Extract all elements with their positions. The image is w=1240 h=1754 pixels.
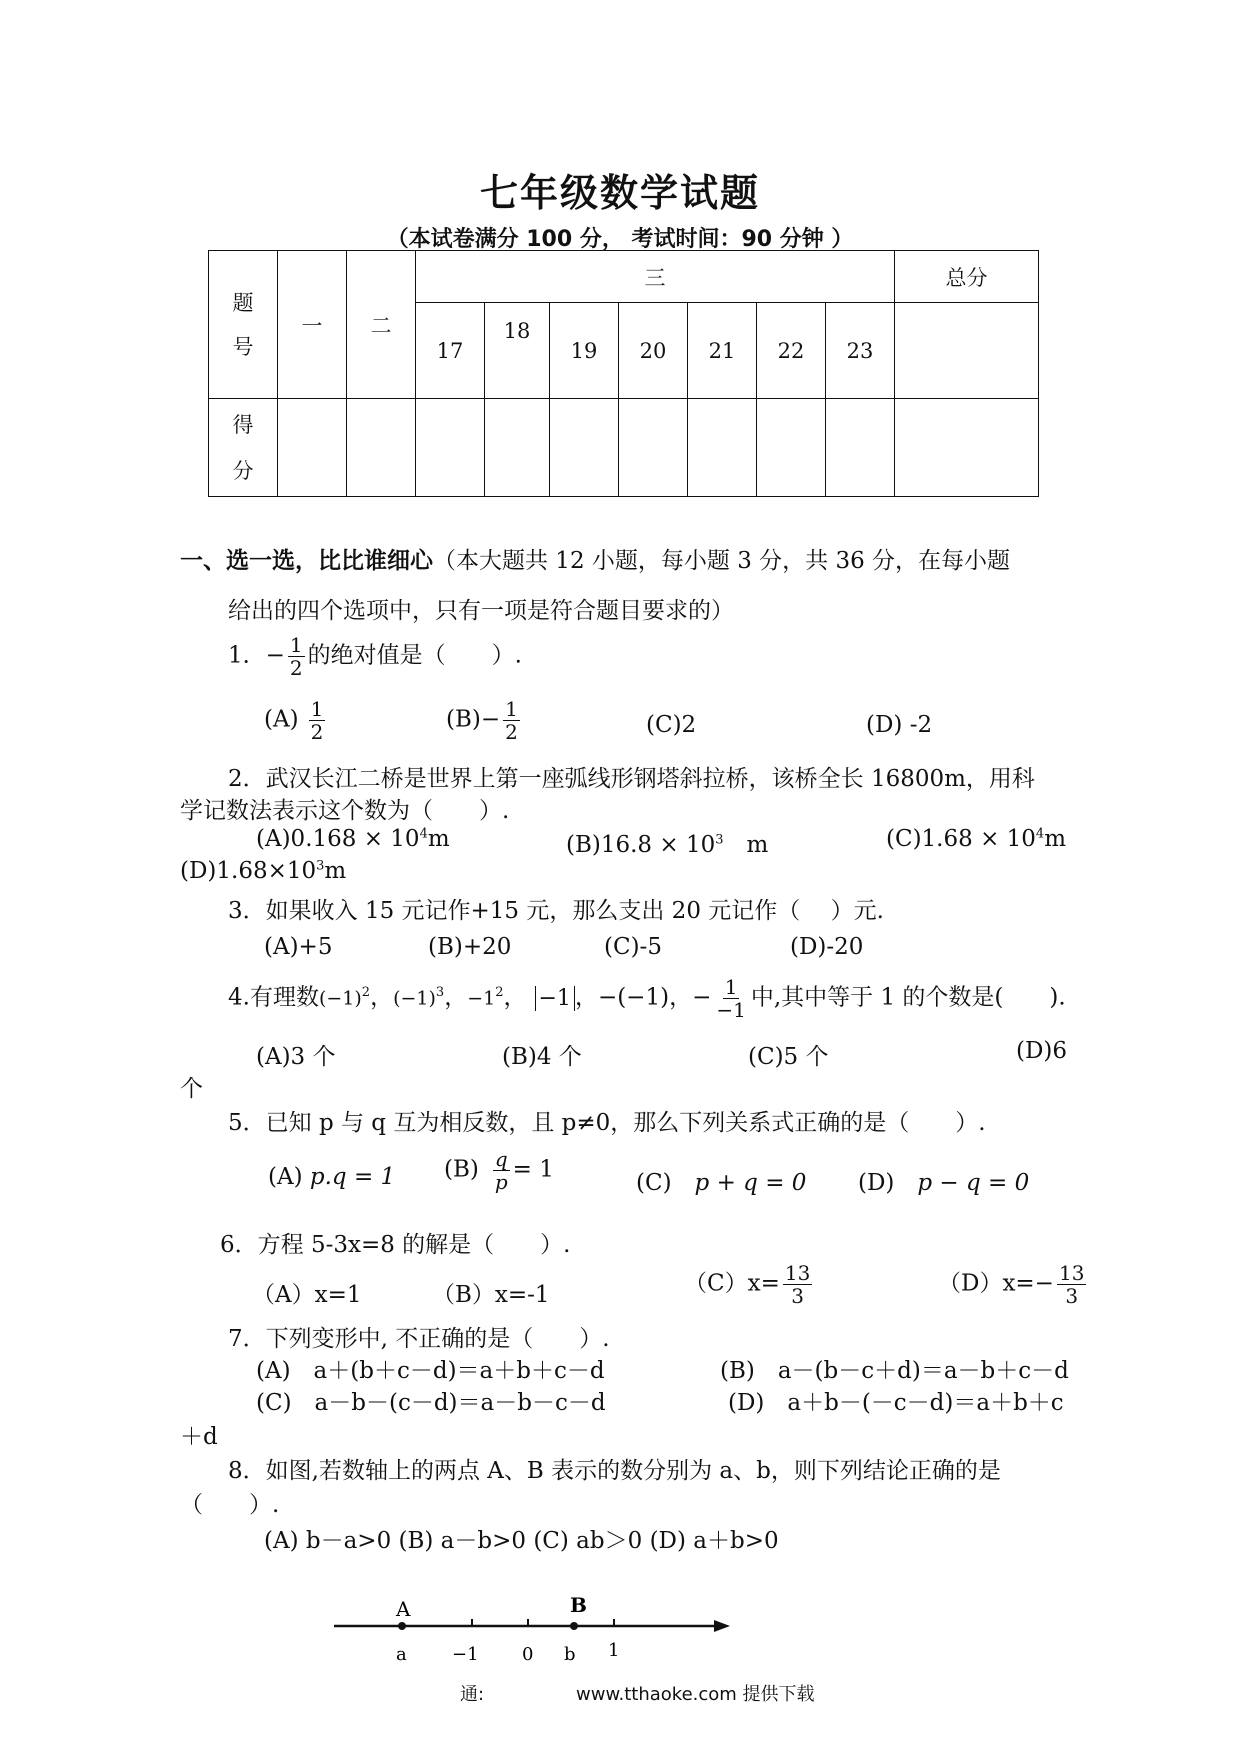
q4-expr-6-num: 1 (724, 975, 738, 999)
label-b: b (564, 1644, 576, 1665)
q4-expr-1: (−1) (318, 987, 362, 1010)
score-cell (688, 399, 757, 497)
q2-option-a-unit: m (427, 826, 450, 852)
q8-line1: 8．如图,若数轴上的两点 A、B 表示的数分别为 a、b，则下列结论正确的是 (228, 1458, 1001, 1484)
q4-expr-3: −1 (467, 987, 496, 1010)
q4-expr-6-sign: − (692, 984, 712, 1011)
q1-frac-num: 1 (289, 633, 303, 657)
q2-line2: 学记数法表示这个数为（ ）. (180, 798, 510, 824)
q5-option-c-label: (C) (636, 1170, 672, 1196)
q2-option-a-exp: 4 (419, 826, 428, 842)
q6-option-d-num: 13 (1058, 1261, 1085, 1285)
q5-option-d (858, 1164, 1029, 1197)
q1-prefix: − (265, 642, 285, 669)
footer-left: 通: (460, 1684, 485, 1705)
q4-option-d: (D)6 (1016, 1038, 1068, 1064)
q1-option-c: (C)2 (646, 712, 697, 738)
score-table-sub-17: 17 (416, 303, 485, 399)
q2-option-a (256, 826, 450, 852)
q2-option-b-text: (B)16.8 × 10 (566, 832, 716, 858)
score-cell (278, 399, 347, 497)
q2-option-c-exp: 4 (1035, 826, 1045, 842)
q2-option-c-unit: m (1044, 826, 1067, 852)
exam-subtitle: （本试卷满分 100 分， 考试时间：90 分钟 ） (386, 227, 854, 252)
score-table-col-2: 二 (347, 251, 416, 399)
point-b-dot (570, 1622, 578, 1630)
q6-option-d-frac (1057, 1262, 1086, 1307)
q4-prefix: 4.有理数 (228, 984, 319, 1011)
score-table-header-tihao-2: 号 (232, 334, 254, 359)
q2-option-b (566, 826, 768, 859)
score-table-header-tihao-1: 题 (232, 290, 254, 315)
q1-option-d: (D) -2 (866, 712, 933, 738)
q3-stem: 3．如果收入 15 元记作+15 元，那么支出 20 元记作（ ）元. (228, 898, 884, 924)
score-table-col-3: 三 (416, 251, 895, 303)
score-cell (485, 399, 550, 497)
q6-option-c-den: 3 (791, 1284, 804, 1308)
q7-option-a: (A) a＋(b＋c－d)＝a＋b＋c－d (256, 1358, 605, 1384)
score-table-total-cell (895, 303, 1039, 399)
q2-option-d-text: (D)1.68×10 (180, 858, 317, 884)
q6-option-d-den: 3 (1065, 1284, 1079, 1308)
q1-option-b-label: (B)− (446, 706, 501, 733)
score-cell (347, 399, 416, 497)
q1-option-b-den: 2 (505, 720, 518, 744)
score-table-sub-18: 18 (485, 303, 550, 399)
q8-line2: （ ）. (180, 1492, 280, 1518)
q6-stem: 6．方程 5-3x=8 的解是（ ）. (220, 1232, 571, 1258)
q4-suffix: 中,其中等于 1 的个数是( ). (750, 984, 1066, 1011)
q4-stem: 4.有理数$(-1)^2$，$(-1)^3$，$-1^2$， −1 ，−(−1)，− $\frac{1}{-1}$ 中,其中等于 1 的个数是( ). (228, 975, 1066, 1022)
q7-option-b: (B) a－(b－c＋d)＝a－b＋c－d (720, 1358, 1069, 1384)
number-line-arrow-icon (714, 1620, 730, 1632)
q5-option-b (444, 1148, 554, 1193)
q2-option-d-unit: m (324, 858, 347, 884)
score-table-col-1: 一 (278, 251, 347, 399)
q4-expr-6-den: −1 (716, 998, 746, 1022)
q4-expr-6-frac (714, 976, 747, 1021)
q4-option-a: (A)3 个 (256, 1044, 336, 1070)
q1-fraction (288, 634, 305, 679)
point-a-dot (398, 1622, 406, 1630)
label-a: a (396, 1644, 407, 1665)
q2-option-b-exp: 3 (715, 832, 724, 848)
q3-option-d: (D)-20 (790, 934, 864, 960)
q8-options: (A) b－a>0 (B) a－b>0 (C) ab＞0 (D) a＋b>0 (264, 1528, 779, 1554)
q5-option-c (636, 1164, 806, 1197)
q4-option-d-wrap: 个 (180, 1076, 203, 1102)
section1-desc-line1: （本大题共 12 小题，每小题 3 分，共 36 分，在每小题 (433, 548, 1011, 574)
score-cell (619, 399, 688, 497)
q4-option-c: (C)5 个 (748, 1044, 829, 1070)
q1-number: 1． (228, 642, 266, 669)
score-table-sub-23: 23 (826, 303, 895, 399)
q5-option-b-num: q (494, 1147, 508, 1171)
q4-option-b: (B)4 个 (502, 1044, 582, 1070)
q5-option-d-expr: p − q = 0 (917, 1170, 1030, 1196)
q7-option-c: (C) a－b－(c－d)＝a－b－c－d (256, 1390, 606, 1416)
q3-option-b: (B)+20 (428, 934, 512, 960)
score-table-sub-22: 22 (757, 303, 826, 399)
score-table-sub-20: 20 (619, 303, 688, 399)
q6-option-c-label: （C）x= (684, 1270, 780, 1297)
section1-heading: 一、选一选，比比谁细心 (180, 548, 433, 574)
q1-option-a-den: 2 (310, 720, 324, 744)
q5-option-b-tail: = 1 (512, 1156, 554, 1183)
label-1: 1 (608, 1640, 620, 1661)
q6-option-d (938, 1262, 1089, 1307)
q6-option-c-frac (783, 1262, 812, 1307)
q6-option-c (684, 1262, 815, 1307)
label-A: A (396, 1597, 411, 1621)
q5-stem: 5．已知 p 与 q 互为相反数，且 p≠0，那么下列关系式正确的是（ ）. (228, 1110, 986, 1136)
q1-frac-den: 2 (289, 656, 303, 680)
label-B: B (570, 1593, 587, 1617)
number-line-diagram (320, 1590, 740, 1670)
q2-option-d (180, 858, 346, 884)
label-0: 0 (522, 1644, 534, 1665)
q5-option-a-expr: p.q = 1 (309, 1164, 396, 1190)
q6-option-d-label: （D）x=− (938, 1270, 1054, 1297)
score-table-total-header: 总分 (895, 251, 1039, 303)
section1-desc-line2: 给出的四个选项中，只有一项是符合题目要求的） (228, 598, 734, 624)
score-cell (416, 399, 485, 497)
q7-option-d-wrap: ＋d (180, 1424, 218, 1450)
q4-expr-2-exp: 3 (435, 984, 445, 1000)
q5-option-b-frac (493, 1148, 510, 1193)
score-cell (826, 399, 895, 497)
q2-option-a-text: (A)0.168 × 10 (256, 826, 420, 852)
q5-option-a (268, 1164, 395, 1190)
q3-option-c: (C)-5 (604, 934, 662, 960)
q5-option-d-label: (D) (858, 1170, 895, 1196)
footer-right: www.tthaoke.com 提供下载 (576, 1684, 815, 1705)
score-table (208, 250, 1039, 497)
q6-option-c-num: 13 (784, 1261, 811, 1285)
q2-option-c-text: (C)1.68 × 10 (886, 826, 1036, 852)
q1-option-b-num: 1 (505, 697, 518, 721)
q2-option-b-unit: m (723, 832, 769, 858)
score-table-sub-19: 19 (550, 303, 619, 399)
q1-stem: 的绝对值是（ ）. (307, 642, 522, 669)
score-cell (757, 399, 826, 497)
score-cell (550, 399, 619, 497)
q2-option-c (886, 826, 1066, 852)
score-table-header-tihao (209, 251, 278, 399)
q4-expr-4-abs: −1 (535, 986, 575, 1011)
q1-option-a-frac (309, 698, 326, 743)
score-cell (895, 399, 1039, 497)
q5-option-c-expr: p + q = 0 (694, 1170, 807, 1196)
q2-line1: 2．武汉长江二桥是世界上第一座弧线形钢塔斜拉桥，该桥全长 16800m，用科 (228, 766, 1035, 792)
question-1-stem (228, 634, 522, 679)
q7-stem: 7．下列变形中, 不正确的是（ ）. (228, 1326, 610, 1352)
q5-option-a-label: (A) (268, 1164, 303, 1190)
q1-option-a-label: (A) (264, 706, 299, 733)
q4-expr-5: −(−1) (597, 984, 670, 1011)
q5-option-b-den: p (494, 1170, 508, 1194)
q1-option-b-frac (503, 698, 520, 743)
q2-option-d-exp: 3 (316, 858, 325, 874)
score-table-defen-2: 分 (232, 458, 254, 483)
score-table-sub-21: 21 (688, 303, 757, 399)
score-table-defen-1: 得 (232, 412, 254, 437)
label-neg1: −1 (452, 1644, 479, 1665)
q1-option-a-num: 1 (310, 697, 324, 721)
q1-option-a (264, 698, 328, 743)
q6-option-b: （B）x=-1 (432, 1282, 550, 1308)
q6-option-a: （A）x=1 (252, 1282, 362, 1308)
section1-line1 (180, 542, 1010, 575)
q3-option-a: (A)+5 (264, 934, 333, 960)
q4-expr-1-exp: 2 (361, 984, 371, 1000)
page-title: 七年级数学试题 (479, 171, 760, 215)
q4-expr-3-exp: 2 (495, 984, 504, 1000)
q5-option-b-label: (B) (444, 1156, 479, 1183)
q7-option-d: (D) a＋b－(－c－d)＝a＋b＋c (728, 1390, 1064, 1416)
score-table-defen (209, 399, 278, 497)
q4-expr-2: (−1) (393, 987, 436, 1010)
q1-option-b (446, 698, 523, 743)
